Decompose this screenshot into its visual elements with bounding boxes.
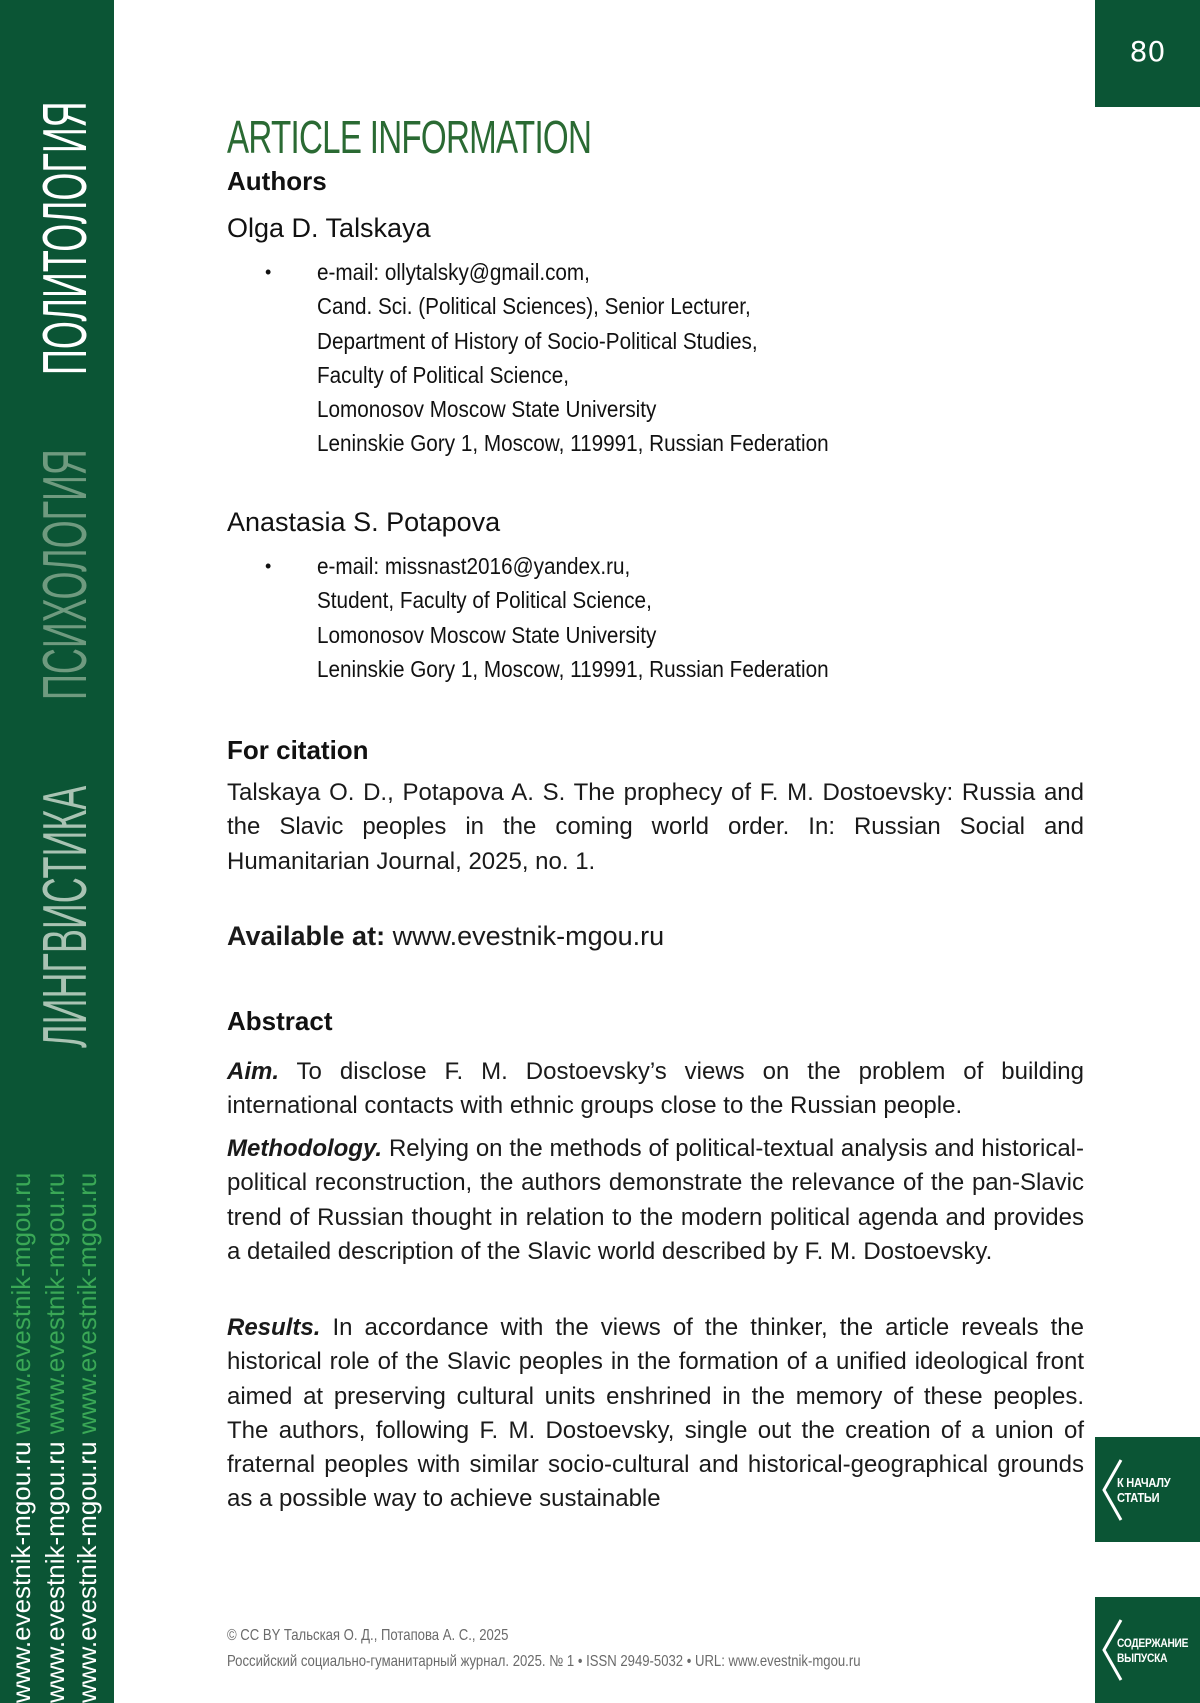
authors-heading: Authors [227, 166, 327, 196]
sidebar-url-line-3[interactable]: www.evestnik-mgou.ru www.evestnik-mgou.ru [72, 1172, 102, 1703]
author-email[interactable]: e-mail: missnast2016@yandex.ru, [317, 553, 631, 579]
available-link[interactable]: www.evestnik-mgou.ru [392, 921, 665, 951]
author-detail-line: Student, Faculty of Political Science, [317, 587, 652, 614]
author-name: Anastasia S. Potapova [227, 507, 501, 537]
author-detail-line: Cand. Sci. (Political Sciences), Senior Lecturer, [317, 293, 751, 320]
author-detail-line: Lomonosov Moscow State University [317, 621, 657, 648]
abstract-results [227, 1311, 1084, 1517]
author-detail-line: Leninskie Gory 1, Moscow, 119991, Russian Federation [317, 430, 829, 457]
nav-label: СОДЕРЖАНИЕ [1117, 1636, 1189, 1650]
page-number: 80 [1095, 0, 1200, 107]
available-at [227, 921, 664, 952]
sidebar-url-line-1[interactable]: www.evestnik-mgou.ru www.evestnik-mgou.ru [6, 1172, 36, 1703]
aim-text: To disclose F. M. Dostoevsky’s views on the problem of building international contacts with ethnic groups close to the Russian people. [227, 1058, 1085, 1120]
nav-label: К НАЧАЛУ [1117, 1475, 1171, 1490]
available-label: Available at: [227, 921, 386, 951]
aim-label: Aim. [227, 1058, 280, 1085]
abstract-heading: Abstract [227, 1006, 333, 1036]
footer-license: © CC BY Тальская О. Д., Потапова А. С., 2025 [227, 1627, 509, 1644]
methodology-label: Methodology. [227, 1135, 383, 1162]
author-detail-line: Lomonosov Moscow State University [317, 396, 657, 423]
bullet-icon: • [265, 556, 272, 576]
section-title: ARTICLE INFORMATION [227, 111, 592, 163]
author-detail-line: Department of History of Socio-Political Studies, [317, 327, 758, 354]
sidebar-url-line-2[interactable]: www.evestnik-mgou.ru www.evestnik-mgou.ru [40, 1172, 70, 1703]
subject-politology[interactable]: ПОЛИТОЛОГИЯ [31, 101, 100, 375]
citation-text: Talskaya O. D., Potapova A. S. The prophecy of F. M. Dostoevsky: Russia and the Slavic peoples in the coming world order. In: Russian Social and Humanitarian Journal, 2025, no. 1. [227, 779, 1084, 875]
methodology-text: Relying on the methods of political-textual analysis and historical-political reconstruction, the authors demonstrate the relevance of the pan-Slavic trend of Russian thought in relation to the modern political agenda and provides a detailed description of the Slavic world described by F. M. Dostoevsky. [227, 1135, 1084, 1265]
author-name: Olga D. Talskaya [227, 213, 431, 243]
author-email[interactable]: e-mail: ollytalsky@gmail.com, [317, 259, 590, 285]
citation-heading: For citation [227, 735, 369, 765]
subject-psychology[interactable]: ПСИХОЛОГИЯ [31, 449, 100, 700]
nav-label: СТАТЬИ [1117, 1490, 1160, 1505]
footer-journal: Российский социально-гуманитарный журнал. 2025. № 1 • ISSN 2949-5032 • URL: www.evestnik-mgou.ru [227, 1653, 861, 1670]
bullet-icon: • [265, 262, 272, 282]
section-sidebar [0, 0, 114, 1703]
author-details [317, 255, 886, 461]
author-detail-line: Leninskie Gory 1, Moscow, 119991, Russian Federation [317, 655, 829, 682]
results-text: In accordance with the views of the thinker, the article reveals the historical role of the Slavic peoples in the formation of a unified ideological front aimed at preserving cultural units enshrined in the memory of these peoples. The authors, following F. M. Dostoevsky, single out the creation of a union of fraternal peoples with similar socio-cultural and historical-geographical grounds as a possible way to achieve sustainable [227, 1314, 1085, 1513]
author-details [317, 549, 886, 686]
subject-linguistics[interactable]: ЛИНГВИСТИКА [31, 785, 100, 1048]
to-article-start-button[interactable] [1095, 1437, 1200, 1542]
nav-label: ВЫПУСКА [1117, 1651, 1168, 1665]
author-detail-line: Faculty of Political Science, [317, 361, 569, 388]
abstract-aim [227, 1055, 1084, 1124]
results-label: Results. [227, 1314, 321, 1341]
issue-contents-button[interactable] [1095, 1597, 1200, 1703]
abstract-methodology [227, 1132, 1084, 1269]
page-footer [227, 1623, 1000, 1675]
